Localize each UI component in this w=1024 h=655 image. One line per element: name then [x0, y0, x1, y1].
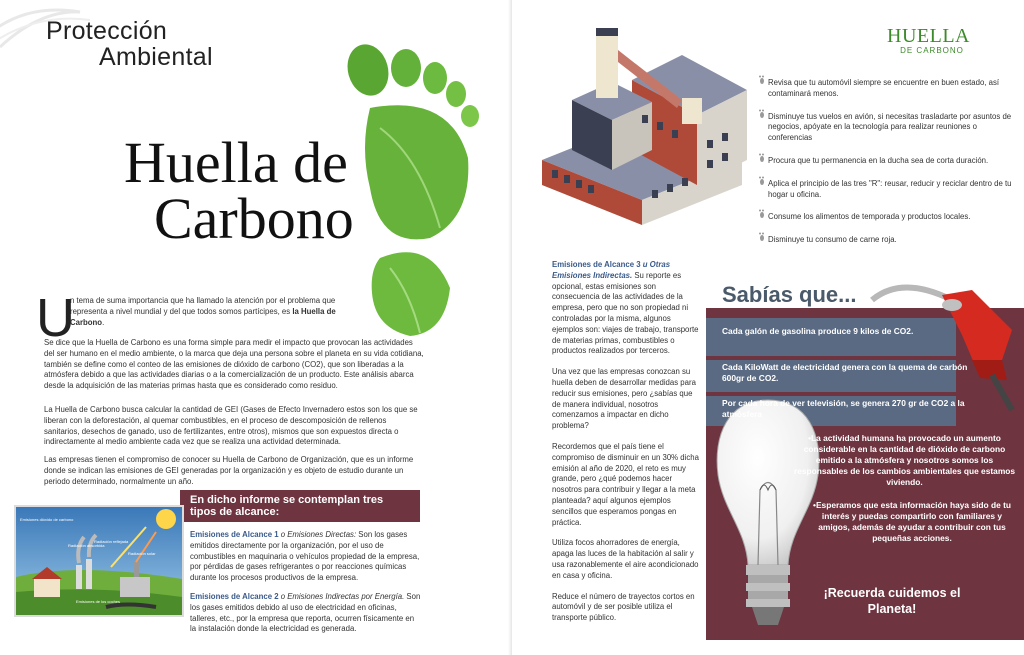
- section-title: [46, 18, 213, 70]
- tip-text: Consume los alimentos de temporada y productos locales.: [768, 212, 971, 222]
- alcance-3-text: Su reporte es opcional, estas emisiones son consecuencia de las actividades de la empresa, pero que no son propiedad ni controladas por la misma, algunos ejemplos son: viajes de trabajo, transporte de materias primas, combustibles o productos realizados por terceros.: [552, 270, 699, 356]
- section-title-line1: Protección: [46, 17, 168, 45]
- alcance-3-subtitle: u Otras Emisiones Indirectas.: [552, 260, 671, 280]
- tip-text: Procura que tu permanencia en la ducha sea de corta duración.: [768, 155, 989, 165]
- footprint-bullet-icon: [758, 109, 766, 118]
- lightbulb-icon: [708, 380, 828, 655]
- footprint-bullet-icon: [758, 232, 766, 241]
- paragraph-c5: Reduce el número de trayectos cortos en automóvil y de ser posible utiliza el transporte público.: [552, 591, 695, 623]
- logo-word: HUELLA: [887, 25, 970, 47]
- main-title: [124, 130, 354, 251]
- huella-de-carbono-logo: [887, 26, 977, 62]
- drop-cap: U: [36, 288, 75, 348]
- right-page: [512, 0, 1024, 655]
- footprint-bullet-icon: [758, 75, 766, 84]
- alcance-2-text: Son los gases emitidos debido al uso de electricidad en oficinas, talleres, etc., por la empresa que reporta, ocurren físicamente en la instalación donde la electricidad es generada.: [190, 592, 421, 634]
- diagram-label-reflejada: Radiación reflejada: [94, 539, 129, 544]
- alcance-1-text: Son los gases emitidos directamente por la organización, por el uso de combustibles en maquinaria o vehículos propiedad de la empresa, por pérdidas de gases refrigerantes o por reacciones químicas durante los procesos productivos de la empresa.: [190, 530, 420, 583]
- paragraph-c3: Recordemos que el país tiene el compromiso de disminuir en un 30% dicha emisión al año de 2020, el reto es muy grande, pero ¿qué podemos hacer nosotros para contribuir y llegar a la meta planteada? aquí algunos ejemplos sencillos que esperamos pongas en práctica.: [552, 441, 699, 527]
- fact-item: •Esperamos que esta información haya sido de tu interés y puedas compartirlo con familiares y amigos, además de ayudar a contribuir con tus pequeñas acciones.: [813, 500, 1011, 543]
- main-title-line1: Huella de: [124, 130, 348, 195]
- factory-illustration: [532, 20, 757, 225]
- tip-text: Disminuye tus vuelos en avión, si necesitas trasladarte por asuntos de negocios, apóyate en la tecnología para realizar reuniones o conferencias: [768, 111, 1012, 143]
- lead-paragraph: n tema de suma importancia que ha llamado la atención por el problema que representa a nivel mundial y del que todos somos partícipes, es la Huella de Carbono.: [70, 296, 336, 327]
- greenhouse-diagram: [14, 505, 184, 617]
- tip-item: [762, 156, 1014, 167]
- greenhouse-illustration: [16, 507, 182, 615]
- footprint-bullet-icon: [758, 153, 766, 162]
- logo-subtitle: DE CARBONO: [900, 46, 964, 55]
- tip-item: [762, 112, 1014, 144]
- paragraph-3: Las empresas tienen el compromiso de conocer su Huella de Carbono de Organización, que es un informe donde se indican las emisiones de GEI generadas por la organización y es objeto de estudio durante un periodo determinado, normalmente un año.: [44, 455, 414, 486]
- paragraph-2: La Huella de Carbono busca calcular la cantidad de GEI (Gases de Efecto Invernadero estos son los que se liberan con la deforestación, al quemar combustibles, en el proceso de descomposición de rellenos sanitarios, desechos de ganado, uso de fertilizantes, entre otros), mismos que son expuestos directa o indirectamente al medio ambiente cada vez que se realiza una actividad determinada.: [44, 405, 418, 447]
- alcance-2-subtitle: o Emisiones Indirectas por Energía.: [278, 592, 405, 601]
- alcance-1-paragraph: [190, 530, 422, 584]
- middle-column: [552, 260, 702, 634]
- alcance-3-paragraph: [552, 260, 702, 357]
- diagram-label-absorbida: Radiación absorbida: [68, 543, 105, 548]
- paragraph-c2: Una vez que las empresas conozcan su huella deben de desarrollar medidas para reducir sus emisiones, pero ¿sabías que de manera individual, nosotros comenzamos a impactar en dicho problema?: [552, 367, 696, 431]
- sabias-que-heading: Sabías que...: [722, 282, 857, 307]
- main-title-line2: Carbono: [154, 186, 354, 251]
- alcance-banner: En dicho informe se contemplan tres tipos de alcance:: [180, 490, 420, 522]
- fact-item: •La actividad humana ha provocado un aumento considerable en la cantidad de dióxido de carbono emitido a la atmósfera y nosotros somos los responsables de los cambios ambientales que estamos viviendo.: [793, 433, 1016, 487]
- tip-item: [762, 212, 1014, 223]
- tip-item: [762, 179, 1014, 201]
- alcance-2-title: Emisiones de Alcance 2: [190, 592, 279, 601]
- diagram-label-coches: Emisiones de los coches: [76, 599, 121, 604]
- recuerda-callout: ¡Recuerda cuidemos el Planeta!: [823, 586, 961, 616]
- fact-item: Cada KiloWatt de electricidad genera con la quema de carbón 600gr de CO2.: [722, 362, 968, 383]
- diagram-label-solar: Radiación solar: [128, 551, 156, 556]
- fact-item: Por cada hora de ver televisión, se genera 270 gr de CO2 a la atmósfera: [722, 398, 965, 419]
- alcance-3-title: Emisiones de Alcance 3: [552, 260, 641, 269]
- tips-list: [762, 78, 1014, 258]
- paragraph-1: Se dice que la Huella de Carbono es una forma simple para medir el impacto que provocan las actividades del ser humano en el medio ambiente, o la marca que deja una persona sobre el planeta en su vida cotidiana, también se define como el conteo de las emisiones de dióxido de carbono (CO2), que son liberadas a la atmósfera debido a que las actividades diarias o a la comercialización de un producto. Este análisis abarca desde la adquisición de las materias primas hasta que es considerado como residuo.: [44, 338, 424, 391]
- paragraph-c4: Utiliza focos ahorradores de energía, apaga las luces de la habitación al salir y usa razonablemente el aire acondicionado en casa y oficina.: [552, 538, 699, 580]
- alcance-1-subtitle: o Emisiones Directas:: [278, 530, 357, 539]
- footprint-bullet-icon: [758, 209, 766, 218]
- tip-text: Revisa que tu automóvil siempre se encuentre en buen estado, así contaminará menos.: [768, 78, 1000, 98]
- diagram-label-emisiones: Emisiones dióxido de carbono: [20, 517, 74, 522]
- tip-item: [762, 78, 1014, 100]
- section-title-line2: Ambiental: [99, 43, 213, 71]
- alcance-2-paragraph: [190, 592, 422, 635]
- tip-item: [762, 235, 1014, 246]
- leaf-footprint-icon: [340, 38, 490, 338]
- alcance-1-title: Emisiones de Alcance 1: [190, 530, 279, 539]
- footprint-bullet-icon: [758, 176, 766, 185]
- fact-item: Cada galón de gasolina produce 9 kilos de CO2.: [722, 326, 914, 336]
- lead-bold: la Huella de Carbono: [70, 306, 336, 327]
- lead-text: n tema de suma importancia que ha llamado la atención por el problema que representa a nivel mundial y del que todos somos partícipes, es: [70, 296, 336, 316]
- tip-text: Disminuye tu consumo de carne roja.: [768, 235, 897, 245]
- tip-text: Aplica el principio de las tres "R": reusar, reducir y reciclar dentro de tu hogar u oficina.: [768, 178, 1012, 199]
